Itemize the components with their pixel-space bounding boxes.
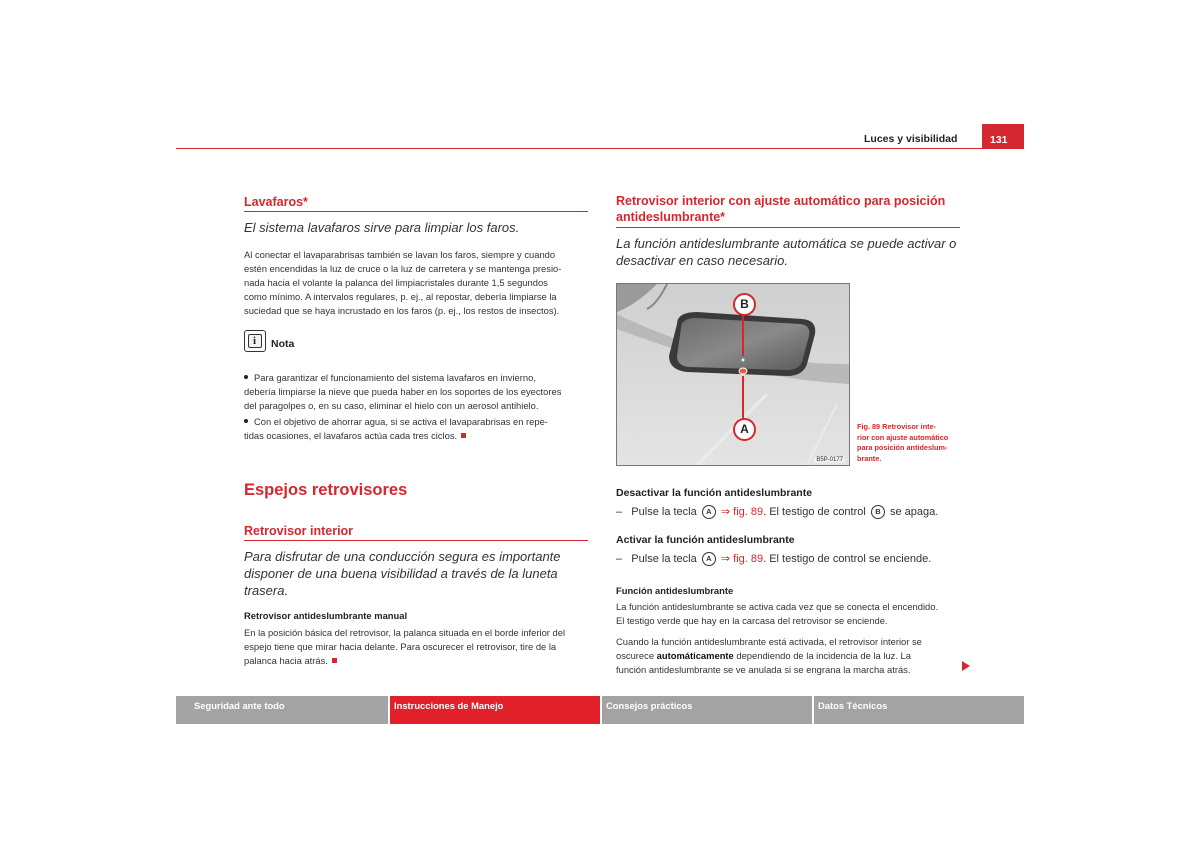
running-header: Luces y visibilidad (864, 133, 958, 145)
section-title-lavafaros: Lavafaros* (244, 195, 308, 209)
lead-text-retrovisor: Para disfrutar de una conducción segura es importante disponer de una buena visibilidad a través de la luneta trasera. (244, 549, 561, 598)
section-rule (244, 211, 588, 212)
tab-seguridad[interactable]: Seguridad ante todo (176, 696, 388, 724)
bullet-dot (244, 419, 248, 423)
paragraph-funcion-2: Cuando la función antideslumbrante está activada, el retrovisor interior se oscurece automáticamente dependiendo de la incidencia de la luz. La función antideslumbrante se ve anulada si se engrana la marcha atrás. (616, 636, 922, 675)
text-line: suciedad que se haya incrustado en los faros (p. ej., los restos de insectos). (244, 305, 560, 316)
section-title-auto: Retrovisor interior con ajuste automático para posición antideslumbrante* (616, 194, 946, 224)
paragraph-lavafaros (244, 248, 594, 318)
callout-b: B (733, 293, 756, 316)
page-number-box (982, 124, 1024, 149)
text-line: Al conectar el lavaparabrisas también se lavan los faros, siempre y cuando (244, 249, 556, 260)
key-b-symbol: B (871, 505, 885, 519)
lead-text: El sistema lavafaros sirve para limpiar los faros. (244, 220, 520, 235)
note-label: Nota (271, 338, 295, 350)
subheading-funcion: Función antideslumbrante (616, 585, 734, 596)
end-marker (461, 433, 466, 438)
figure-code: B5P-0177 (816, 457, 843, 463)
section-title-retrovisor: Retrovisor interior (244, 524, 354, 538)
lead-text-auto: La función antideslumbrante automática se puede activar o desactivar en caso necesario. (616, 236, 957, 268)
subheading: Retrovisor antideslumbrante manual (244, 610, 408, 621)
key-a-symbol: A (702, 505, 716, 519)
text-line: estén encendidas la luz de cruce o la luz de carretera y se mantenga presio- (244, 263, 562, 274)
figure-link[interactable]: ⇒ fig. 89 (720, 553, 764, 565)
subheading-activar: Activar la función antideslumbrante (616, 534, 795, 546)
bullet-dot (244, 375, 248, 379)
section-rule (616, 227, 960, 228)
figure-caption: Fig. 89 Retrovisor inte- rior con ajuste automático para posición antideslum- brante. (857, 422, 949, 463)
end-marker (332, 658, 337, 663)
text-line: como mínimo. A intervalos regulares, p. ej., al repostar, debería limpiarse la (244, 291, 557, 302)
paragraph-retrovisor: En la posición básica del retrovisor, la palanca situada en el borde inferior del espejo tiene que mirar hacia delante. Para oscurecer el retrovisor, tire de la palanca hacia atrás. (244, 627, 566, 666)
paragraph-funcion-1: La función antideslumbrante se activa cada vez que se conecta el encendido. El testigo verde que hay en la carcasa del retrovisor se enciende. (616, 601, 939, 626)
page-number: 131 (990, 134, 1008, 146)
note-bullet-1: Para garantizar el funcionamiento del sistema lavafaros en invierno, debería limpiarse la nieve que pueda haber en los soportes de los eyectores del paragolpes o, en su caso, eliminar el hielo con un aerosol antihielo. (244, 372, 562, 411)
step-activar: – Pulse la tecla A ⇒ fig. 89. El testigo de control se enciende. (616, 553, 932, 565)
key-a-symbol: A (702, 552, 716, 566)
tab-consejos[interactable]: Consejos prácticos (602, 696, 812, 724)
info-icon: i (244, 330, 266, 352)
section-rule (244, 540, 588, 541)
text-line: nada hacia el volante la palanca del limpiacristales durante 1,5 segundos (244, 277, 548, 288)
tab-instrucciones[interactable]: Instrucciones de Manejo (390, 696, 600, 724)
step-desactivar: – Pulse la tecla A ⇒ fig. 89. El testigo de control B se apaga. (616, 506, 939, 518)
figure-mirror (616, 283, 850, 466)
next-page-arrow-icon[interactable] (962, 661, 970, 671)
callout-a: A (733, 418, 756, 441)
figure-link[interactable]: ⇒ fig. 89 (720, 506, 764, 518)
chapter-title: Espejos retrovisores (244, 481, 408, 499)
tab-datos[interactable]: Datos Técnicos (814, 696, 1024, 724)
header-rule (176, 148, 1024, 149)
subheading-desactivar: Desactivar la función antideslumbrante (616, 487, 813, 499)
note-bullet-2: Con el objetivo de ahorrar agua, si se activa el lavaparabrisas en repe- tidas ocasiones, el lavafaros actúa cada tres ciclos. (244, 416, 548, 441)
mirror-illustration (617, 284, 849, 465)
